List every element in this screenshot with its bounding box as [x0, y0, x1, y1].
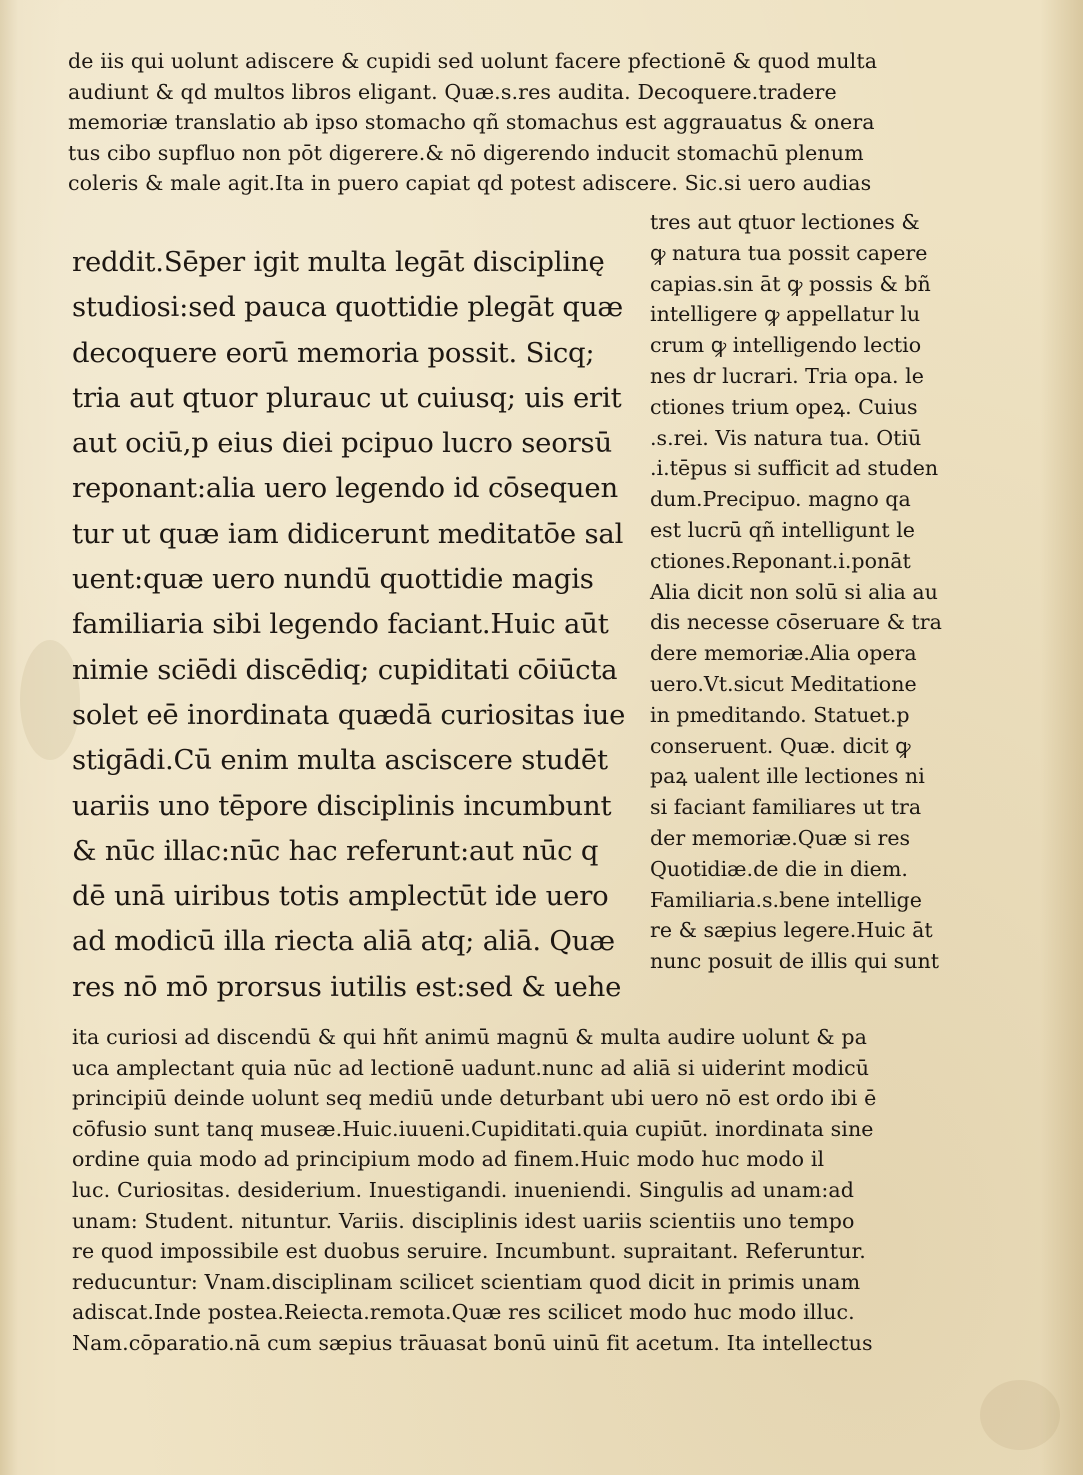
paper-stain [980, 1380, 1060, 1450]
text-line: aut ociū,p eius diei pcipuo lucro seorsū [72, 427, 612, 460]
text-line: uero.Vt.sicut Meditatione [650, 671, 917, 696]
text-line: reddit.Sēper igit multa legāt disciplinę [72, 246, 605, 278]
text-line: capias.sin āt ꝙ possis & bñ [650, 271, 931, 296]
text-line: in pmeditando. Statuet.p [650, 702, 910, 727]
text-line: Alia dicit non solū si alia au [650, 579, 938, 604]
text-line: dē unā uiribus totis amplectūt ide uero [72, 880, 609, 913]
text-line: solet eē inordinata quædā curiositas iue [72, 698, 626, 731]
text-line: ordine quia modo ad principium modo ad finem.Huic modo huc modo il [72, 1147, 825, 1172]
text-line: nunc posuit de illis qui sunt [650, 949, 940, 974]
text-line: .s.rei. Vis natura tua. Otiū [650, 425, 922, 450]
text-line: crum ꝙ intelligendo lectio [650, 333, 922, 358]
text-line: tus cibo supfluo non pōt digerere.& nō digerendo inducit stomachū plenum [68, 140, 864, 165]
text-line: principiū deinde uolunt seq mediū unde deturbant ubi uero nō est ordo ibi ē [72, 1086, 877, 1111]
text-line: conseruent. Quæ. dicit ꝙ [650, 733, 911, 758]
text-line: re quod impossibile est duobus seruire. Incumbunt. supraitant. Referuntur. [72, 1239, 866, 1264]
text-line: familiaria sibi legendo faciant.Huic aūt [72, 608, 609, 641]
text-line: uent:quæ uero nundū quottidie magis [72, 563, 594, 596]
text-line: paꝝ ualent ille lectiones ni [650, 764, 925, 789]
text-line: ꝙ natura tua possit capere [650, 240, 928, 265]
text-line: studiosi:sed pauca quottidie plegāt quæ [72, 291, 623, 324]
text-line: tres aut qtuor lectiones & [650, 210, 920, 234]
paper-stain [20, 640, 80, 760]
text-line: unam: Student. nituntur. Variis. disciplinis idest uariis scientiis uno tempo [72, 1208, 855, 1233]
text-line: adiscat.Inde postea.Reiecta.remota.Quæ res scilicet modo huc modo illuc. [72, 1300, 855, 1325]
text-line: de iis qui uolunt adiscere & cupidi sed uolunt facere pfectionē & quod multa [68, 49, 878, 73]
text-line: audiunt & qd multos libros eligant. Quæ.s.res audita. Decoquere.tradere [68, 79, 837, 104]
text-line: der memoriæ.Quæ si res [650, 825, 911, 850]
text-line: decoquere eorū memoria possit. Sicq; [72, 336, 595, 369]
text-line: tria aut qtuor plurauc ut cuiusq; uis erit [72, 381, 622, 414]
text-line: Familiaria.s.bene intellige [650, 887, 922, 912]
text-line: dum.Precipuo. magno qa [650, 487, 911, 512]
text-line: tur ut quæ iam didicerunt meditatōe sal [72, 517, 624, 550]
text-line: coleris & male agit.Ita in puero capiat qd potest adiscere. Sic.si uero audias [68, 171, 872, 195]
text-line: ctiones trium opeꝝ. Cuius [650, 394, 918, 419]
text-line: nes dr lucrari. Tria opa. le [650, 363, 924, 388]
text-line: nimie sciēdi discēdiq; cupiditati cōiūcta [72, 653, 618, 686]
text-line: ad modicū illa riecta aliā atq; aliā. Quæ [72, 925, 615, 958]
text-line: est lucrū qñ intelligunt le [650, 517, 915, 542]
text-line: memoriæ translatio ab ipso stomacho qñ stomachus est aggrauatus & onera [68, 110, 875, 134]
text-line: Nam.cōparatio.nā cum sæpius trāuasat bonū uinū fit acetum. Ita intellectus [72, 1330, 873, 1355]
text-line: uca amplectant quia nūc ad lectionē uadunt.nunc ad aliā si uiderint modicū [72, 1055, 870, 1080]
main-text-column [72, 240, 642, 1010]
text-line: reducuntur: Vnam.disciplinam scilicet scientiam quod dicit in primis unam [72, 1269, 861, 1294]
text-line: dis necesse cōseruare & tra [650, 610, 942, 635]
text-line: reponant:alia uero legendo id cōsequen [72, 472, 619, 505]
side-commentary [650, 207, 980, 977]
text-line: res nō mō prorsus iutilis est:sed & uehe [72, 970, 622, 1003]
text-line: dere memoriæ.Alia opera [650, 641, 917, 666]
bottom-commentary [72, 1022, 982, 1359]
text-line: cōfusio sunt tanq museæ.Huic.iuueni.Cupiditati.quia cupiūt. inordinata sine [72, 1116, 874, 1141]
top-commentary [68, 46, 978, 199]
text-line: intelligere ꝙ appellatur lu [650, 302, 921, 327]
text-line: luc. Curiositas. desiderium. Inuestigandi. inueniendi. Singulis ad unam:ad [72, 1177, 855, 1202]
text-line: Quotidiæ.de die in diem. [650, 856, 908, 881]
text-line: re & sæpius legere.Huic āt [650, 918, 933, 943]
text-line: stigādi.Cū enim multa asciscere studēt [72, 744, 608, 777]
text-line: uariis uno tēpore disciplinis incumbunt [72, 789, 612, 822]
text-line: & nūc illac:nūc hac referunt:aut nūc q [72, 834, 599, 867]
text-line: si faciant familiares ut tra [650, 795, 922, 820]
text-line: ita curiosi ad discendū & qui hñt animū magnū & multa audire uolunt & pa [72, 1025, 868, 1049]
text-line: ctiones.Reponant.i.ponāt [650, 548, 911, 573]
text-line: .i.tēpus si sufficit ad studen [650, 456, 939, 481]
